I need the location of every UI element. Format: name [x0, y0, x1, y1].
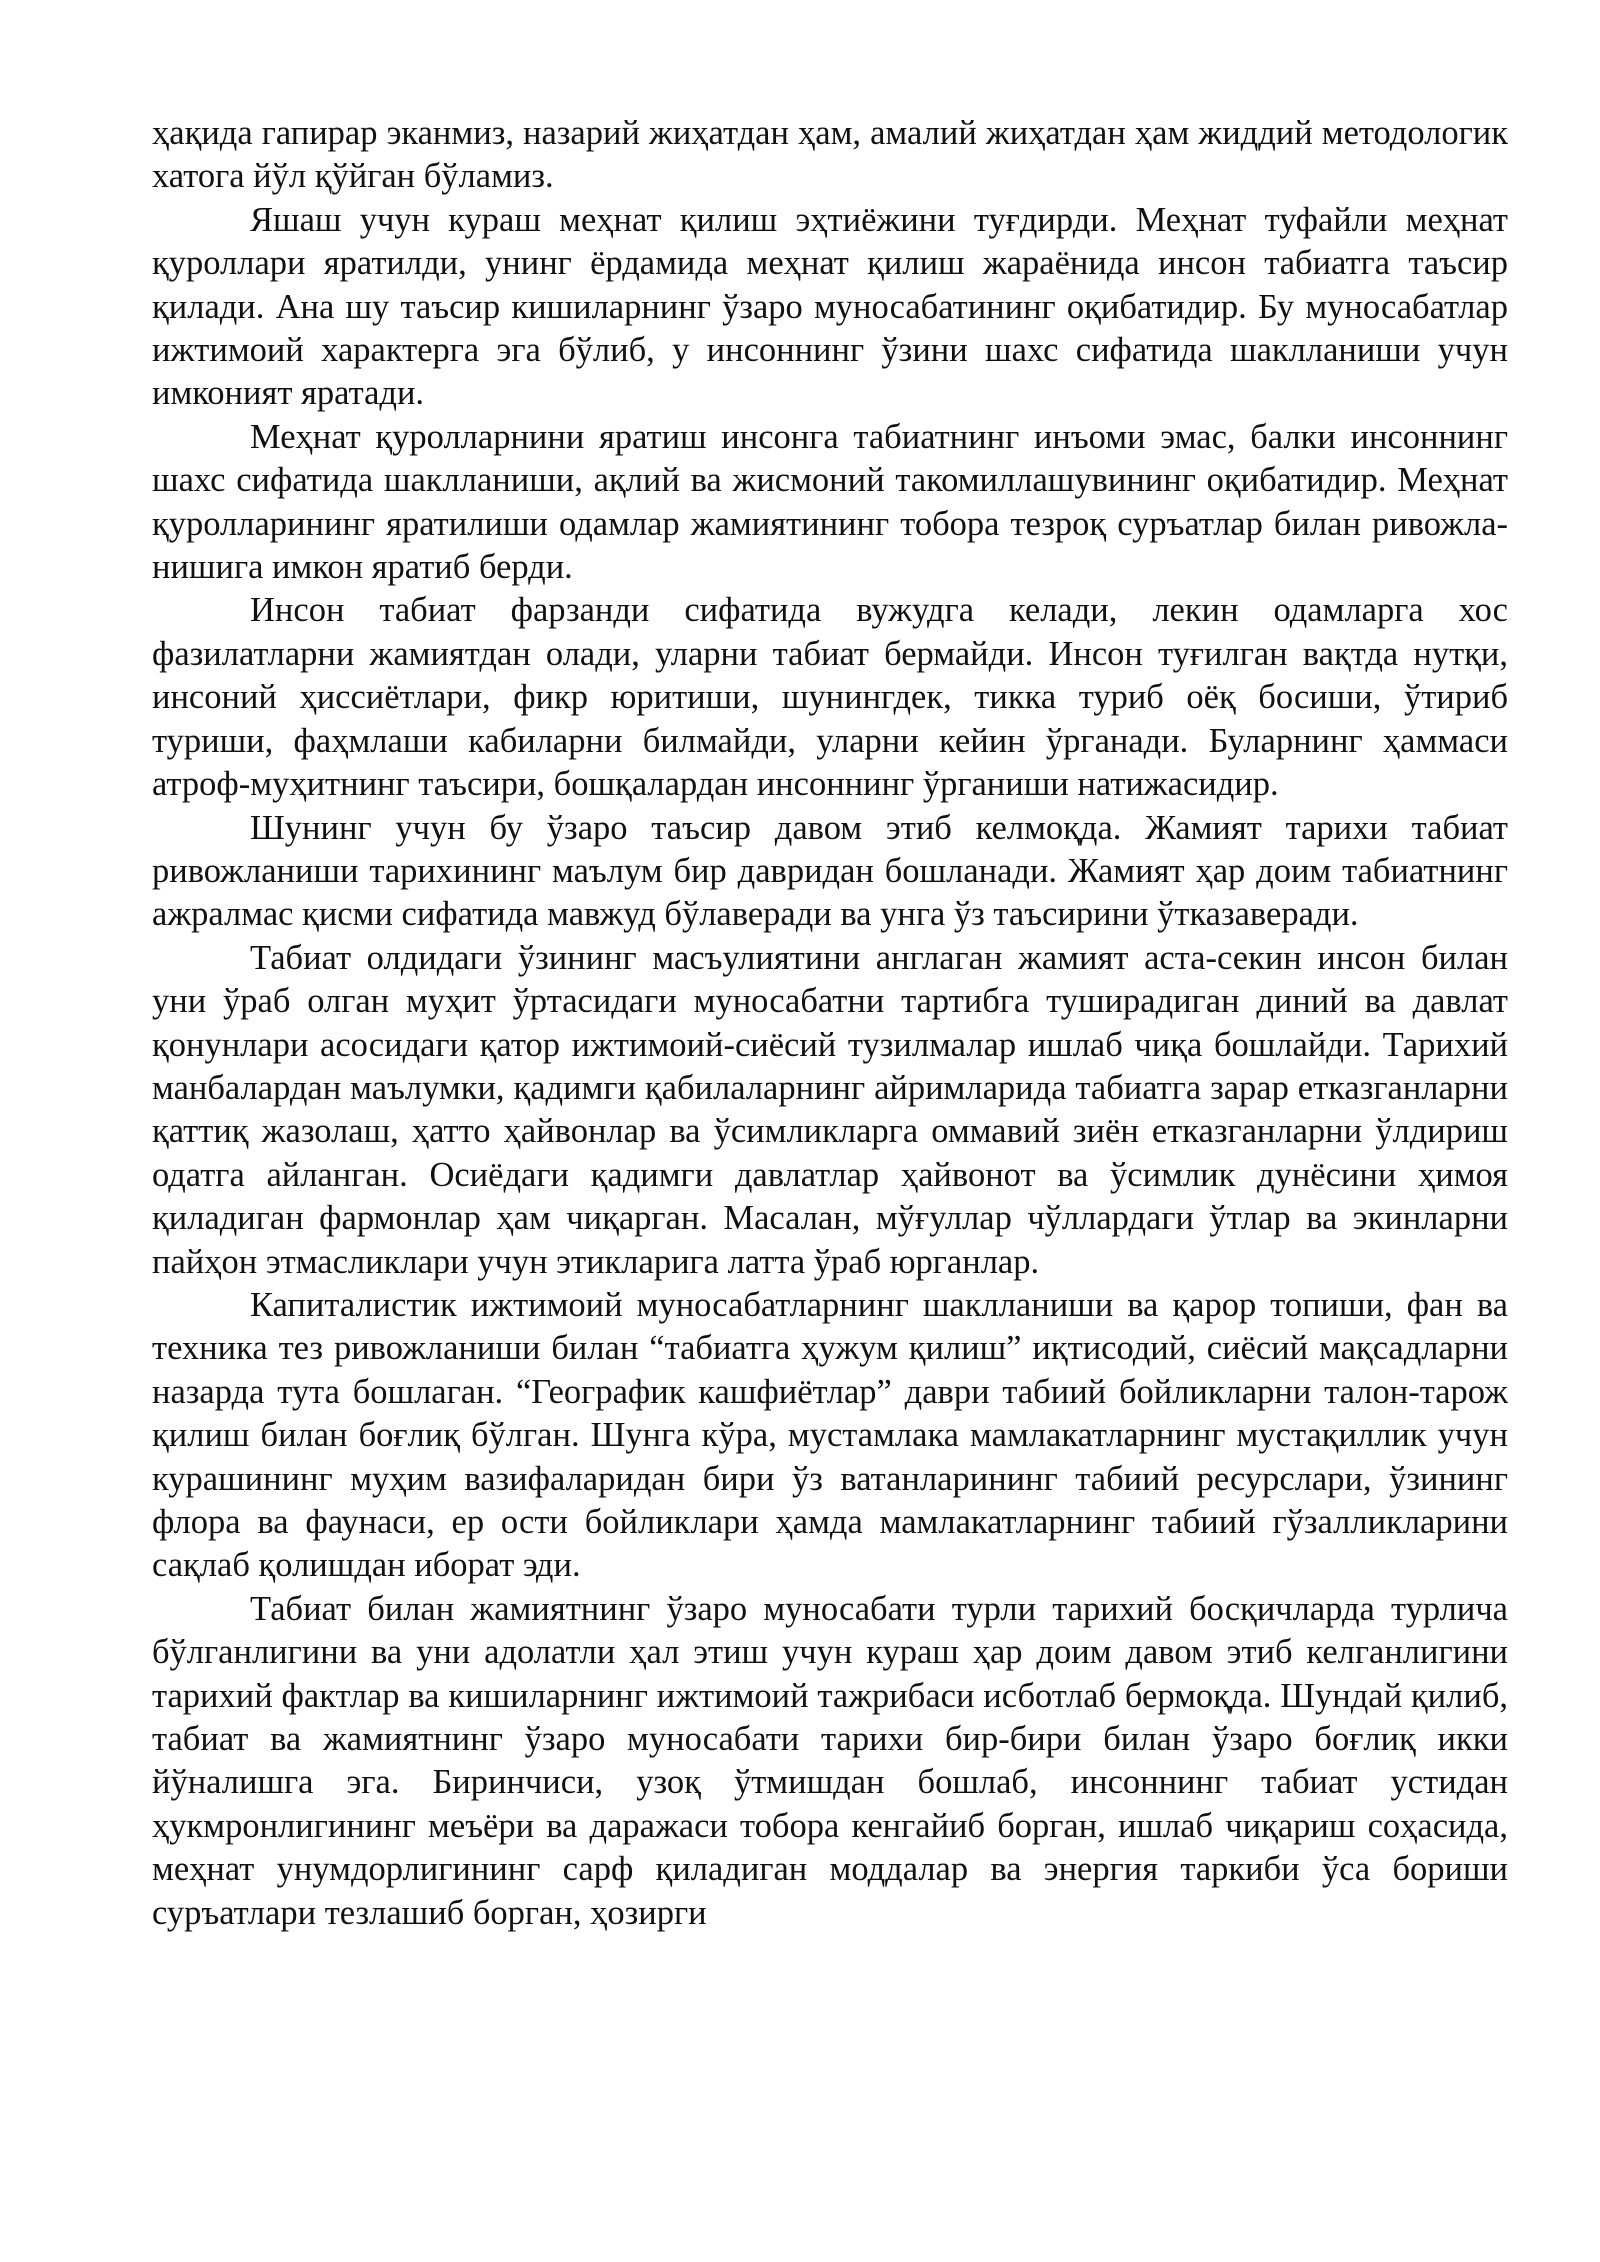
paragraph: Меҳнат қуролларнини яратиш инсонга табиатнинг инъоми эмас, балки инсоннинг шахс сифатида шаклланиши, ақлий ва жисмоний такомиллашувининг оқибатидир. Меҳнат қуролларининг яратилиши одамлар жамиятининг тобора тезроқ суръатлар билан ривожла-нишига имкон яратиб берди. — [152, 417, 1508, 587]
paragraph: Капиталистик ижтимоий муносабатларнинг шаклланиши ва қарор топиши, фан ва техника тез ривожланиши билан “табиатга ҳужум қилиш” иқтисодий, сиёсий мақсадларни назарда тута бошлаган. “Географик кашфиётлар” даври табиий бойликларни талон-тарож қилиш билан боғлиқ бўлган. Шунга кўра, мустамлака мамлакатларнинг мустақиллик учун курашининг муҳим вазифаларидан бири ўз ватанларининг табиий ресурслари, ўзининг флора ва фаунаси, ер ости бойликлари ҳамда мамлакатларнинг табиий гўзалликларини сақлаб қолишдан иборат эди. — [152, 1285, 1508, 1585]
paragraph: Инсон табиат фарзанди сифатида вужудга келади, лекин одамларга хос фазилатларни жамиятдан олади, уларни табиат бермайди. Инсон туғилган вақтда нутқи, инсоний ҳиссиётлари, фикр юритиши, шунингдек, тикка туриб оёқ босиши, ўтириб туриши, фаҳмлаши кабиларни билмайди, уларни кейин ўрганади. Буларнинг ҳаммаси атроф-муҳитнинг таъсири, бошқалардан инсоннинг ўрганиши натижасидир. — [152, 591, 1508, 804]
paragraph: Табиат билан жамиятнинг ўзаро муносабати турли тарихий босқичларда турлича бўлганлигини ва уни адолатли ҳал этиш учун кураш ҳар доим давом этиб келганлигини тарихий фактлар ва кишиларнинг ижтимоий тажрибаси исботлаб бермоқда. Шундай қилиб, табиат ва жамиятнинг ўзаро муносабати тарихи бир-бири билан ўзаро боғлиқ икки йўналишга эга. Биринчиси, узоқ ўтмишдан бошлаб, инсоннинг табиат устидан ҳукмронлигининг меъёри ва даражаси тобора кенгайиб борган, ишлаб чиқариш соҳасида, меҳнат унумдорлигининг сарф қиладиган моддалар ва энергия таркиби ўса бориши суръатлари тезлашиб борган, ҳозирги — [152, 1589, 1508, 1932]
paragraph: Яшаш учун кураш меҳнат қилиш эҳтиёжини туғдирди. Меҳнат туфайли меҳнат қуроллари яратилди, унинг ёрдамида меҳнат қилиш жараёнида инсон табиатга таъсир қилади. Ана шу таъсир кишиларнинг ўзаро муносабатининг оқибатидир. Бу муносабатлар ижтимоий характерга эга бўлиб, у инсоннинг ўзини шахс сифатида шаклланиши учун имконият яратади. — [152, 200, 1508, 413]
paragraph: Шунинг учун бу ўзаро таъсир давом этиб келмоқда. Жамият тарихи табиат ривожланиши тарихининг маълум бир давридан бошланади. Жамият ҳар доим табиатнинг ажралмас қисми сифатида мавжуд бўлаверади ва унга ўз таъсирини ўтказаверади. — [152, 808, 1508, 934]
paragraph: Табиат олдидаги ўзининг масъулиятини англаган жамият аста-секин инсон билан уни ўраб олган муҳит ўртасидаги муносабатни тартибга туширадиган диний ва давлат қонунлари асосидаги қатор ижтимоий-сиёсий тузилмалар ишлаб чиқа бошлайди. Тарихий манбалардан маълумки, қадимги қабилаларнинг айримларида табиатга зарар етказганларни қаттиқ жазолаш, ҳатто ҳайвонлар ва ўсимликларга оммавий зиён етказганларни ўлдириш одатга айланган. Осиёдаги қадимги давлатлар ҳайвонот ва ўсимлик дунёсини ҳимоя қиладиган фармонлар ҳам чиқарган. Масалан, мўғуллар чўллардаги ўтлар ва экинларни пайҳон этмасликлари учун этикларига латта ўраб юрганлар. — [152, 938, 1508, 1281]
document-page — [152, 112, 1508, 1935]
paragraph-continued: ҳақида гапирар эканмиз, назарий жиҳатдан ҳам, амалий жиҳатдан ҳам жиддий методологик хатога йўл қўйган бўламиз. — [152, 114, 1508, 196]
